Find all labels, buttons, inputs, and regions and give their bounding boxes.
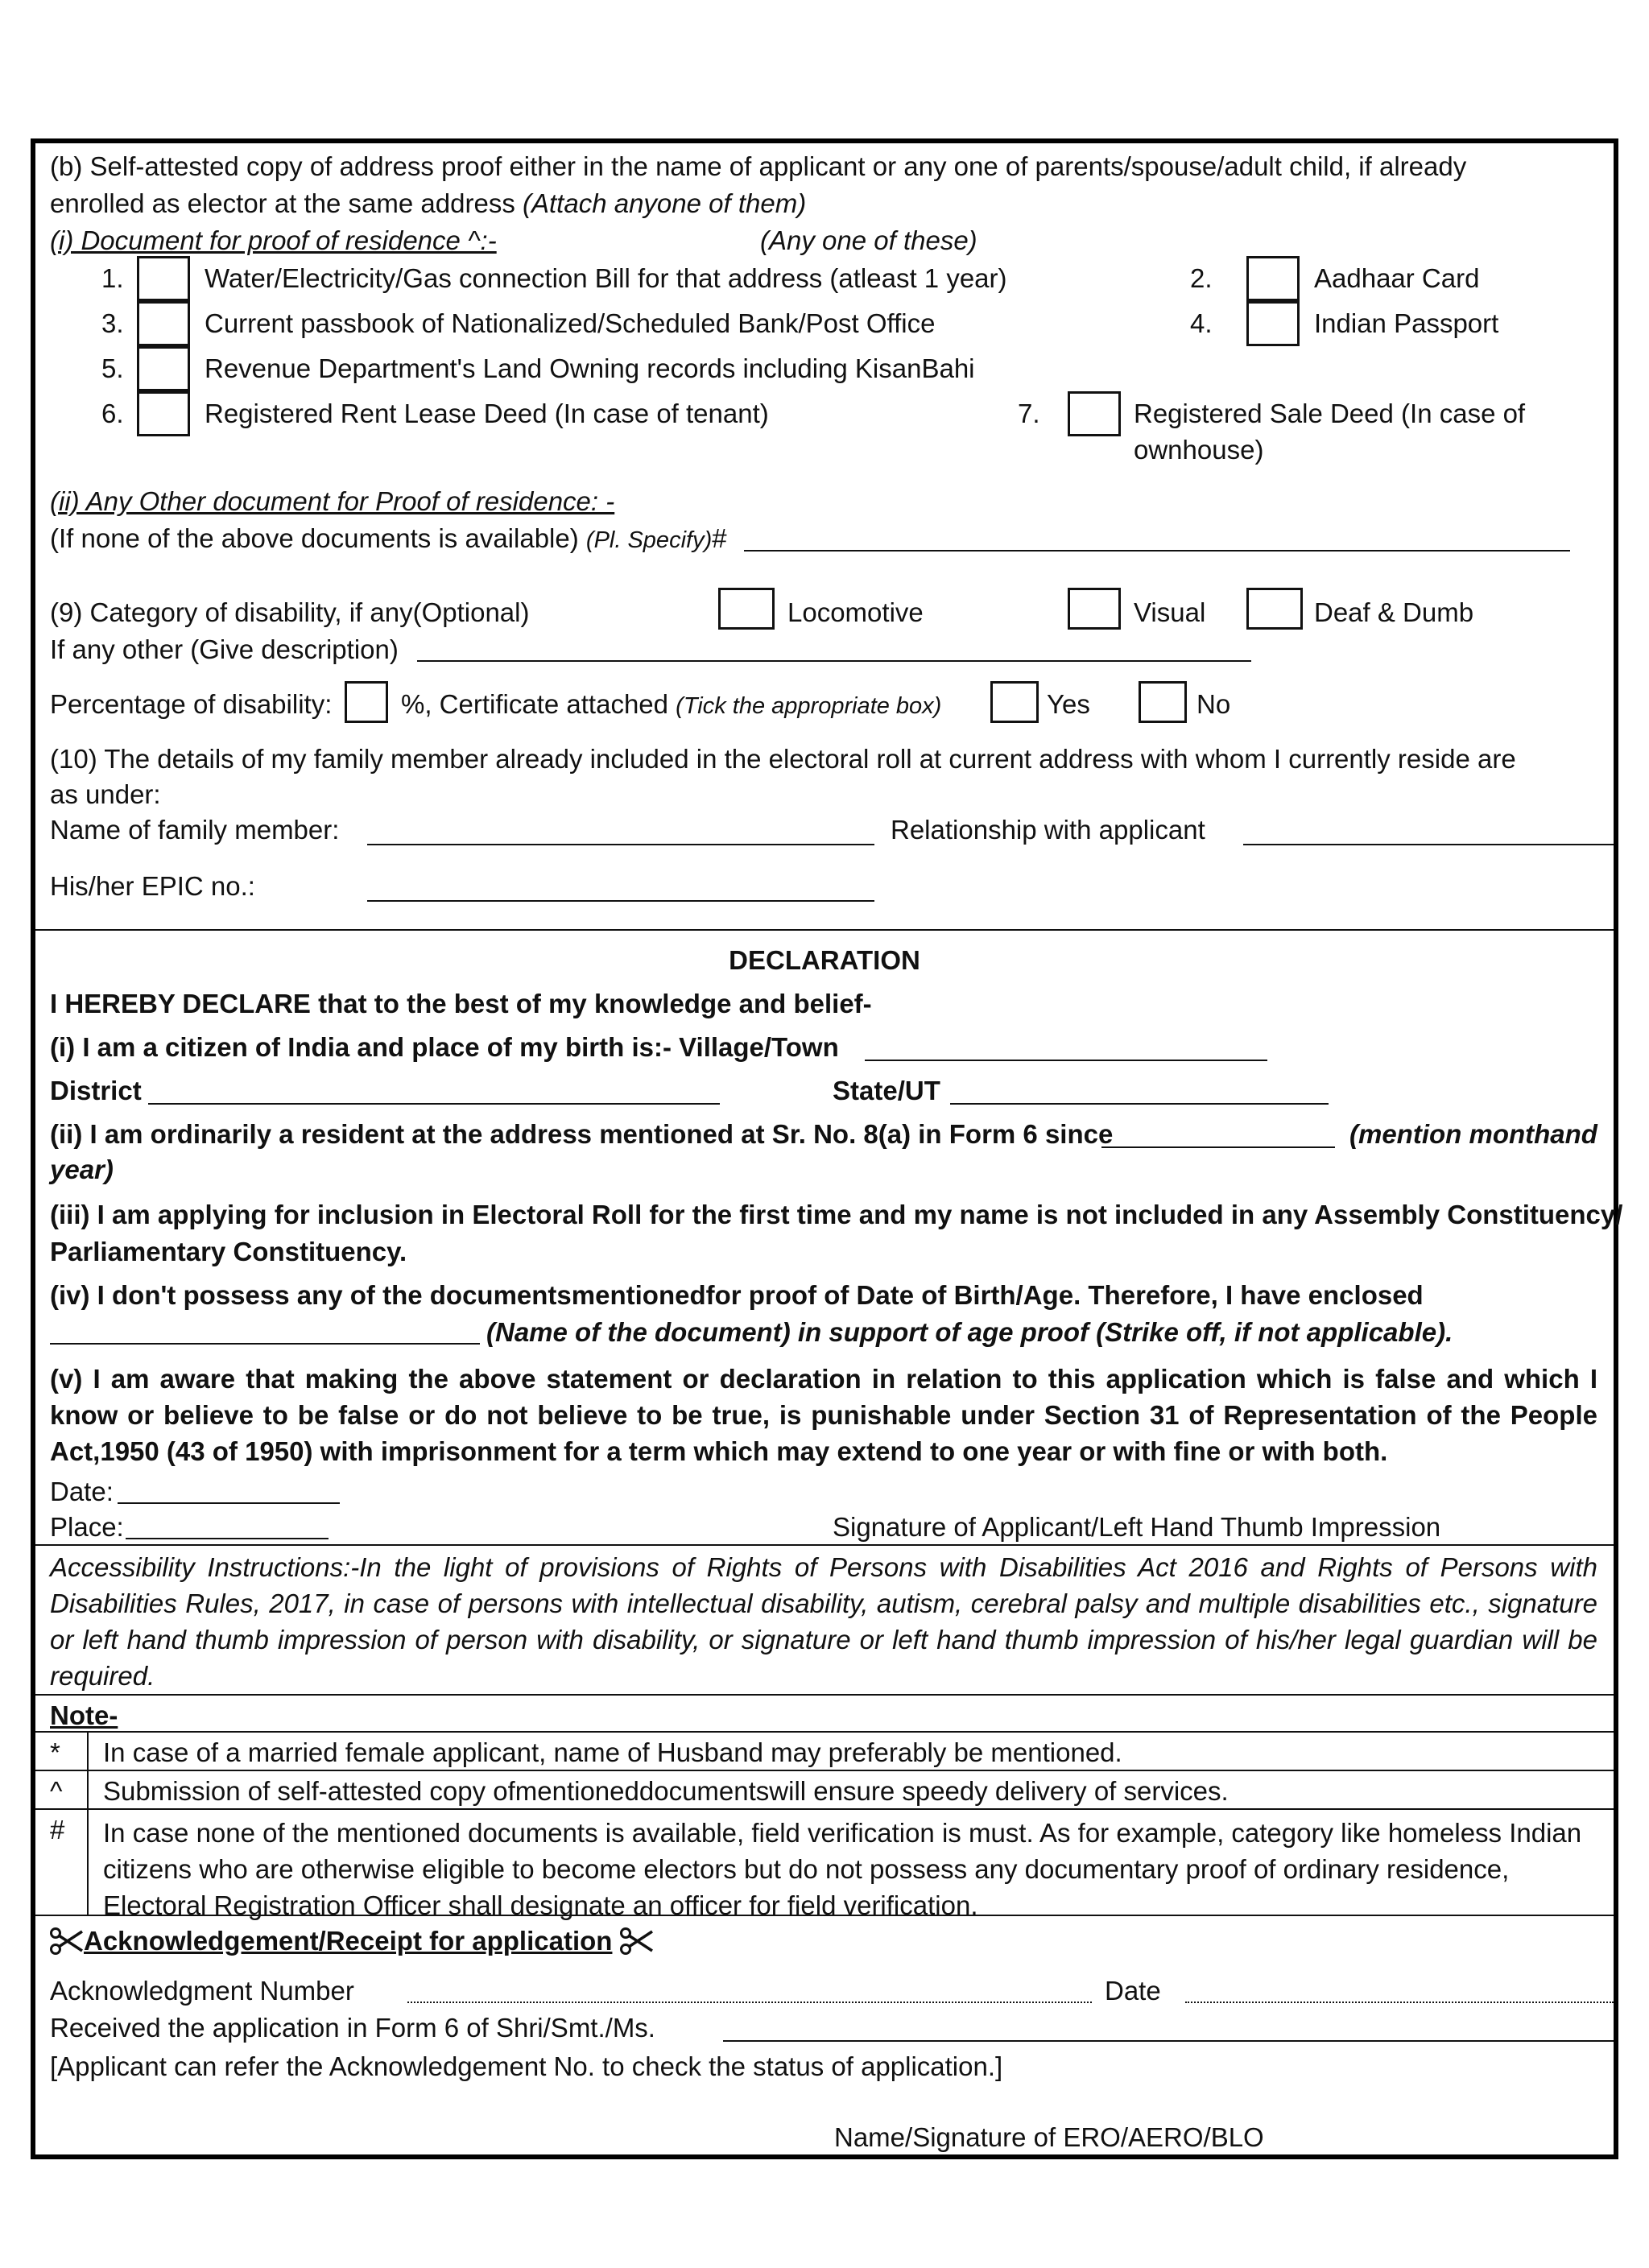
certificate-yes-label: Yes [1047, 689, 1090, 719]
family-name-label: Name of family member: [50, 815, 340, 845]
other-document-heading: (ii) Any Other document for Proof of residence: - [50, 486, 615, 516]
note-2-symbol: ^ [50, 1776, 63, 1806]
divider-acknowledgement [35, 1915, 1614, 1916]
note-1-symbol: * [50, 1737, 60, 1767]
received-name-input[interactable] [723, 2040, 1614, 2042]
note-1-text: In case of a married female applicant, name of Husband may preferably be mentioned. [103, 1737, 1122, 1767]
certificate-yes-checkbox[interactable] [990, 681, 1039, 723]
birth-village-input[interactable] [865, 1060, 1267, 1061]
declaration-item-ii-hint-2: year) [50, 1155, 114, 1184]
acknowledgement-title: Acknowledgement/Receipt for application [84, 1926, 613, 1956]
deaf-dumb-checkbox[interactable] [1246, 588, 1303, 630]
note-3-text: In case none of the mentioned documents is available, field verification is must. As for example, category like homeless Indian citizens who are otherwise eligible to become electors but do not possess any documentary proof of ordinary residence, Electoral Registration Officer shall designate an officer for field verification. [103, 1818, 1582, 1920]
scissors-icon-right [620, 1927, 654, 1956]
declaration-item-i: (i) I am a citizen of India and place of my birth is:- Village/Town [50, 1032, 839, 1062]
place-input[interactable] [126, 1538, 329, 1539]
doc-7-label: Registered Sale Deed (In case of [1134, 399, 1526, 428]
district-input[interactable] [148, 1103, 720, 1105]
other-document-text: (If none of the above documents is available) (Pl. Specify)# [50, 523, 727, 553]
state-input[interactable] [950, 1103, 1329, 1105]
age-proof-document-input[interactable] [50, 1343, 480, 1345]
percentage-input[interactable] [345, 681, 388, 723]
declaration-item-ii: (ii) I am ordinarily a resident at the address mentioned at Sr. No. 8(a) in Form 6 since [50, 1119, 1114, 1149]
accessibility-instructions: Accessibility Instructions:-In the light of provisions of Rights of Persons with Disabilities Act 2016 and Rights of Persons with Disabilities Rules, 2017, in case of persons with intellectual disability, autism, cerebral palsy and multiple disabilities etc., signature or left hand thumb impression of person with disability, or signature or left hand thumb impression of his/her legal guardian will be required. [50, 1552, 1597, 1691]
doc-5-number: 5. [101, 353, 124, 383]
epic-input[interactable] [367, 900, 874, 902]
percentage-label: Percentage of disability: [50, 689, 333, 719]
note-3-symbol: # [50, 1815, 65, 1845]
district-label: District [50, 1076, 142, 1105]
section-b-intro-line2: enrolled as elector at the same address (Attach anyone of them) [50, 188, 807, 218]
residence-proof-heading: (i) Document for proof of residence ^:- [50, 225, 497, 255]
other-document-input[interactable] [744, 550, 1570, 552]
doc-1-checkbox[interactable] [137, 256, 190, 301]
relationship-label: Relationship with applicant [891, 815, 1205, 845]
note-row-divider-3 [35, 1808, 1614, 1810]
doc-4-label: Indian Passport [1314, 308, 1499, 338]
locomotive-checkbox[interactable] [718, 588, 775, 630]
locomotive-label: Locomotive [787, 597, 924, 627]
note-row-divider-1 [35, 1731, 1614, 1733]
date-input[interactable] [118, 1502, 340, 1504]
doc-6-checkbox[interactable] [137, 391, 190, 436]
doc-7-number: 7. [1018, 399, 1040, 428]
doc-2-label: Aadhaar Card [1314, 263, 1480, 293]
divider-declaration [35, 929, 1614, 931]
divider-note [35, 1694, 1614, 1696]
form-page [31, 138, 1623, 2159]
acknowledgment-date-label: Date [1105, 1976, 1161, 2006]
declaration-intro: I HEREBY DECLARE that to the best of my knowledge and belief- [50, 989, 872, 1018]
note-row-divider-2 [35, 1770, 1614, 1771]
declaration-item-iv-line1: (iv) I don't possess any of the documentsmentionedfor proof of Date of Birth/Age. Therefore, I have enclosed [50, 1280, 1424, 1310]
acknowledgment-number-input[interactable] [407, 2002, 1092, 2003]
doc-1-label: Water/Electricity/Gas connection Bill for that address (atleast 1 year) [205, 263, 1007, 293]
relationship-input[interactable] [1243, 844, 1614, 845]
doc-3-checkbox[interactable] [137, 301, 190, 346]
doc-4-checkbox[interactable] [1246, 301, 1300, 346]
doc-5-label: Revenue Department's Land Owning records including KisanBahi [205, 353, 975, 383]
certificate-label: %, Certificate attached (Tick the appropriate box) [401, 689, 942, 719]
declaration-item-v: (v) I am aware that making the above statement or declaration in relation to this application which is false and which I know or believe to be false or do not believe to be true, is punishable under Section 31 of Representation of the People Act,1950 (43 of 1950) with imprisonment for a term which may extend to one year or with fine or with both. [50, 1364, 1597, 1466]
visual-label: Visual [1134, 597, 1206, 627]
declaration-title: DECLARATION [729, 945, 920, 975]
disability-label: (9) Category of disability, if any(Optional) [50, 597, 530, 627]
acknowledgement-title-row [50, 1926, 654, 1956]
deaf-dumb-label: Deaf & Dumb [1314, 597, 1474, 627]
family-intro-line2: as under: [50, 779, 161, 809]
doc-6-number: 6. [101, 399, 124, 428]
applicant-signature-label: Signature of Applicant/Left Hand Thumb Impression [833, 1512, 1441, 1542]
note-2-text: Submission of self-attested copy ofmentioneddocumentswill ensure speedy delivery of services. [103, 1776, 1229, 1806]
doc-4-number: 4. [1190, 308, 1213, 338]
acknowledgment-number-label: Acknowledgment Number [50, 1976, 354, 2006]
resident-since-input[interactable] [1101, 1146, 1335, 1148]
declaration-item-iv-line2: (Name of the document) in support of age proof (Strike off, if not applicable). [486, 1317, 1453, 1347]
doc-7-label-line2: ownhouse) [1134, 435, 1264, 465]
doc-2-checkbox[interactable] [1246, 256, 1300, 301]
doc-7-checkbox[interactable] [1068, 391, 1121, 436]
declaration-item-ii-hint: (mention monthand [1349, 1119, 1597, 1149]
family-name-input[interactable] [367, 844, 874, 845]
divider-accessibility [35, 1544, 1614, 1546]
place-label: Place: [50, 1512, 124, 1542]
received-label: Received the application in Form 6 of Shri/Smt./Ms. [50, 2013, 655, 2043]
refer-text: [Applicant can refer the Acknowledgement No. to check the status of application.] [50, 2051, 1003, 2081]
doc-3-number: 3. [101, 308, 124, 338]
any-one-note: (Any one of these) [760, 225, 977, 255]
declaration-item-iii-line1: (iii) I am applying for inclusion in Electoral Roll for the first time and my name is not included in any Assembly Constituency/ [50, 1200, 1623, 1229]
date-label: Date: [50, 1477, 114, 1506]
section-b-intro-line1: (b) Self-attested copy of address proof either in the name of applicant or any one of parents/spouse/adult child, if already [50, 151, 1467, 181]
doc-3-label: Current passbook of Nationalized/Scheduled Bank/Post Office [205, 308, 936, 338]
doc-1-number: 1. [101, 263, 124, 293]
doc-5-checkbox[interactable] [137, 346, 190, 391]
visual-checkbox[interactable] [1068, 588, 1121, 630]
certificate-no-label: No [1196, 689, 1231, 719]
note-column-divider [87, 1731, 89, 1915]
scissors-icon [50, 1927, 84, 1956]
certificate-no-checkbox[interactable] [1139, 681, 1187, 723]
other-disability-label: If any other (Give description) [50, 634, 399, 664]
family-intro-line1: (10) The details of my family member already included in the electoral roll at current address with whom I currently reside are [50, 744, 1516, 774]
state-label: State/UT [833, 1076, 940, 1105]
epic-label: His/her EPIC no.: [50, 871, 255, 901]
declaration-item-iii-line2: Parliamentary Constituency. [50, 1237, 407, 1266]
doc-2-number: 2. [1190, 263, 1213, 293]
doc-6-label: Registered Rent Lease Deed (In case of tenant) [205, 399, 769, 428]
ero-signature-label: Name/Signature of ERO/AERO/BLO [834, 2122, 1264, 2152]
note-heading: Note- [50, 1700, 118, 1730]
other-disability-input[interactable] [417, 660, 1251, 662]
acknowledgment-date-input[interactable] [1185, 2002, 1614, 2003]
